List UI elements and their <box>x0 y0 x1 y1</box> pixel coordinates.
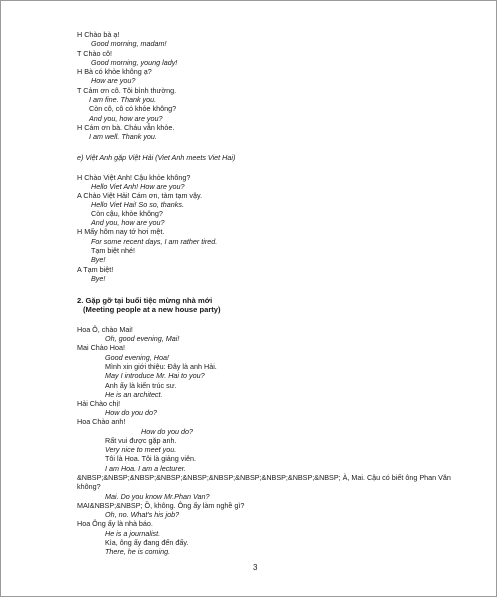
text-line: Bye! <box>91 274 106 283</box>
text-line: There, he is coming. <box>105 547 171 556</box>
text-line: H Bà có khỏe không ạ? <box>77 67 152 76</box>
text-line: I am fine. Thank you. <box>89 95 157 104</box>
text-line: Hoa Ô, chào Mai! <box>77 325 133 334</box>
text-line: For some recent days, I am rather tired. <box>91 237 218 246</box>
text-line: Oh, good evening, Mai! <box>105 334 180 343</box>
text-line: Kìa, ông ấy đang đến đấy. <box>105 538 189 547</box>
text-line: Very nice to meet you. <box>105 445 177 454</box>
text-line: How do you do? <box>105 408 157 417</box>
text-line: Hello Viet Hai! So so, thanks. <box>91 200 184 209</box>
page-content <box>1 1 496 596</box>
text-line: &NBSP;&NBSP;&NBSP;&NBSP;&NBSP;&NBSP;&NBSP;&NBSP;&NBSP;&NBSP; À, Mai. Cậu có biết ông Phan Văn <box>77 473 451 482</box>
text-line: T Chào cô! <box>77 49 113 58</box>
text-line: Mình xin giới thiệu: Đây là anh Hải. <box>105 362 217 371</box>
text-line: MAI&NBSP;&NBSP; Ồ, không. Ông ấy làm nghề gì? <box>77 501 245 510</box>
text-line: T Cảm ơn cô. Tôi bình thường. <box>77 86 177 95</box>
text-line: Còn cô, cô có khỏe không? <box>89 104 177 113</box>
text-line: Bye! <box>91 255 106 264</box>
text-line: I am well. Thank you. <box>89 132 157 141</box>
text-line: Hello Viet Anh! How are you? <box>91 182 185 191</box>
text-line: Mai Chào Hoa! <box>77 343 125 352</box>
text-line: Anh ấy là kiến trúc sư. <box>105 381 177 390</box>
text-line: (Meeting people at a new house party) <box>83 305 221 314</box>
text-line: H Cám ơn bà. Cháu vẫn khỏe. <box>77 123 175 132</box>
text-line: May I introduce Mr. Hai to you? <box>105 371 205 380</box>
text-line: He is a journalist. <box>105 529 161 538</box>
text-line: Hoa Ông ấy là nhà báo. <box>77 519 153 528</box>
text-line: không? <box>77 482 101 491</box>
text-line: A Tạm biệt! <box>77 265 114 274</box>
text-line: How are you? <box>91 76 136 85</box>
text-line: H Chào Việt Anh! Cậu khỏe không? <box>77 173 191 182</box>
text-line: Good morning, young lady! <box>91 58 178 67</box>
text-line: 2. Gặp gỡ tại buổi tiệc mừng nhà mới <box>77 296 213 305</box>
page-number: 3 <box>253 563 258 572</box>
text-line: Rất vui được gặp anh. <box>105 436 177 445</box>
text-line: Good evening, Hoa! <box>105 353 169 362</box>
text-line: He is an architect. <box>105 390 163 399</box>
text-line: H Mấy hôm nay tớ hơi mệt. <box>77 227 165 236</box>
text-line: Tôi là Hoa. Tôi là giảng viên. <box>105 454 196 463</box>
text-line: Oh, no. What's his job? <box>105 510 180 519</box>
text-line: H Chào bà ạ! <box>77 30 120 39</box>
text-line: Tạm biệt nhé! <box>91 246 135 255</box>
text-line: Còn cậu, khỏe không? <box>91 209 163 218</box>
text-line: Hoa Chào anh! <box>77 417 126 426</box>
text-line: And you, how are you? <box>89 114 163 123</box>
text-line: e) Việt Anh gặp Việt Hải (Viet Anh meets Viet Hai) <box>77 153 236 162</box>
text-line: I am Hoa. I am a lecturer. <box>105 464 186 473</box>
text-line: Mai. Do you know Mr.Phan Van? <box>105 492 210 501</box>
text-line: A Chào Việt Hải! Cám ơn, tàm tạm vậy. <box>77 191 203 200</box>
text-line: How do you do? <box>141 427 193 436</box>
text-line: Hải Chào chị! <box>77 399 121 408</box>
text-line: And you, how are you? <box>91 218 165 227</box>
text-line: Good morning, madam! <box>91 39 167 48</box>
